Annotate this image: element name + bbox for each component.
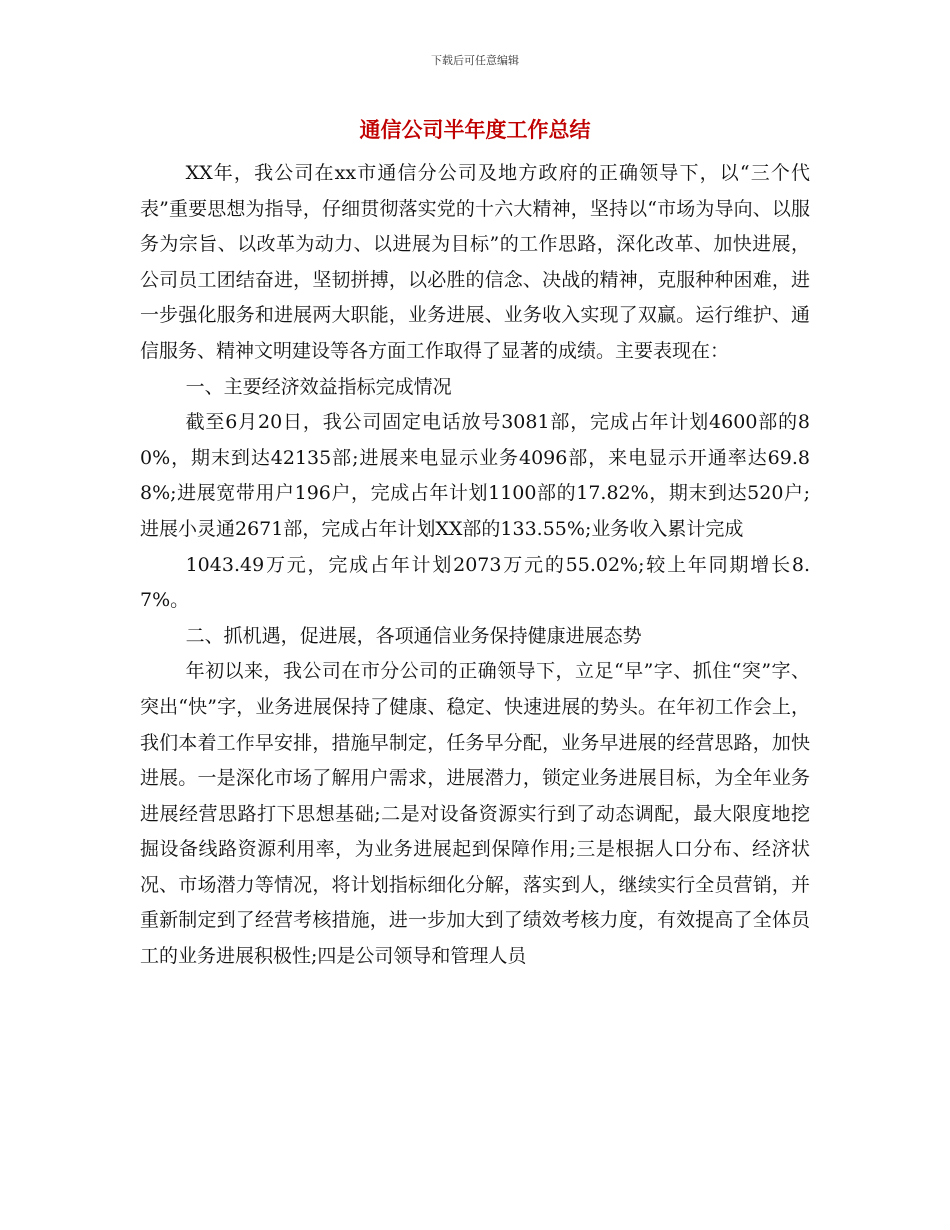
document-title: 通信公司半年度工作总结: [359, 118, 591, 142]
paragraph-business: 年初以来，我公司在市分公司的正确领导下，立足“早”字、抓住“突”字、突出“快”字，业务进展保持了健康、稳定、快速进展的势头。在年初工作会上，我们本着工作早安排，措施早制定，任务早分配，业务早进展的经营思路，加快进展。一是深化市场了解用户需求，进展潜力，锁定业务进展目标，为全年业务进展经营思路打下思想基础;二是对设备资源实行到了动态调配，最大限度地挖掘设备线路资源利用率，为业务进展起到保障作用;三是根据人口分布、经济状况、市场潜力等情况，将计划指标细化分解，落实到人，继续实行全员营销，并重新制定到了经营考核措施，进一步加大到了绩效考核力度，有效提高了全体员工的业务进展积极性;四是公司领导和管理人员: [140, 660, 810, 968]
section-heading-1: 一、主要经济效益指标完成情况: [185, 375, 452, 398]
section-heading-2: 二、抓机遇，促进展，各项通信业务保持健康进展态势: [185, 624, 642, 647]
paragraph-indicators: 截至6月20日，我公司固定电话放号3081部，完成占年计划4600部的80%，期末到达42135部;进展来电显示业务4096部，来电显示开通率达69.88%;进展宽带用户196户，完成占年计划1100部的17.82%，期末到达520户;进展小灵通2671部，完成占年计划XX部的133.55%;业务收入累计完成: [140, 411, 810, 540]
paragraph-revenue: 1043.49万元，完成占年计划2073万元的55.02%;较上年同期增长8.7%。: [140, 553, 810, 612]
header-note: 下载后可任意编辑: [431, 54, 519, 67]
paragraph-intro: XX年，我公司在xx市通信分公司及地方政府的正确领导下，以“三个代表”重要思想为指导，仔细贯彻落实党的十六大精神，坚持以“市场为导向、以服务为宗旨、以改革为动力、以进展为目标”的工作思路，深化改革、加快进展，公司员工团结奋进，坚韧拼搏，以必胜的信念、决战的精神，克服种种困难，进一步强化服务和进展两大职能，业务进展、业务收入实现了双赢。运行维护、通信服务、精神文明建设等各方面工作取得了显著的成绩。主要表现在：: [140, 162, 810, 362]
document-body: [140, 156, 810, 975]
